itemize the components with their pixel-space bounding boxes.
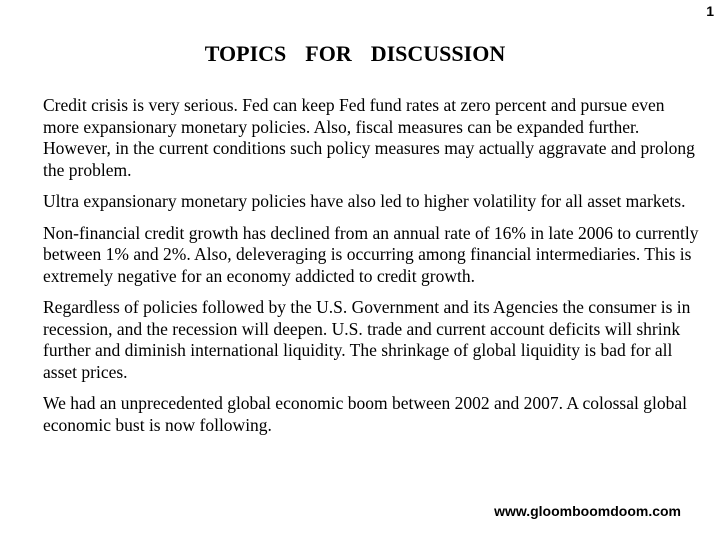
paragraph-volatility: Ultra expansionary monetary policies have also led to higher volatility for all asset markets. — [43, 191, 686, 211]
page-number: 1 — [706, 3, 714, 19]
paragraph-credit-growth: Non-financial credit growth has declined from an annual rate of 16% in late 2006 to currently between 1% and 2%. Also, deleveraging is occurring among financial intermediaries. This is extremely negative for an economy addicted to credit growth. — [43, 222, 699, 286]
footer-website-link[interactable]: www.gloomboomdoom.com — [494, 503, 681, 519]
paragraph-credit-crisis: Credit crisis is very serious. Fed can keep Fed fund rates at zero percent and pursue even more expansionary monetary policies. Also, fiscal measures can be expanded further. However, in the current conditions such policy measures may actually aggravate and prolong the problem. — [43, 95, 695, 180]
discussion-body — [43, 95, 703, 446]
page-title: TOPICS FOR DISCUSSION — [204, 41, 506, 66]
paragraph-boom-bust: We had an unprecedented global economic boom between 2002 and 2007. A colossal global economic bust is now following. — [43, 393, 687, 435]
paragraph-recession: Regardless of policies followed by the U.S. Government and its Agencies the consumer is in recession, and the recession will deepen. U.S. trade and current account deficits will shrink further and diminish international liquidity. The shrinkage of global liquidity is bad for all asset prices. — [43, 297, 691, 382]
